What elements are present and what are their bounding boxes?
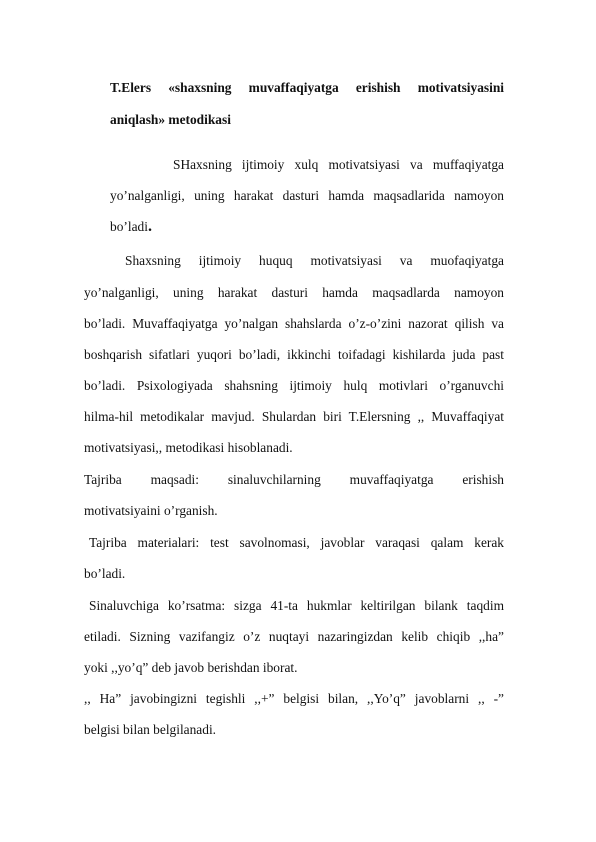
materials-line-2: bo’ladi. (84, 566, 126, 581)
aim-line-2: motivatsiyaini o’rganish. (84, 503, 218, 518)
intro-line-2: yo’nalganligi, uning harakat dasturi hamda maqsadlarida namoyon (110, 188, 504, 203)
paragraph1-line-6: hilma-hil metodikalar mavjud. Shulardan biri T.Elersning ,, Muvaffaqiyat (84, 409, 504, 424)
marking-line-2: belgisi bilan belgilanadi. (84, 722, 217, 737)
aim-line-1: Tajriba maqsadi: sinaluvchilarning muvaffaqiyatga erishish (84, 472, 504, 487)
intro-line-3 (110, 219, 152, 235)
instruction-line-2: etiladi. Sizning vazifangiz o’z nuqtayi nazaringizdan kelib chiqib ,,ha” (84, 629, 504, 644)
paragraph1-line-3: bo’ladi. Muvaffaqiyatga yo’nalgan shahslarda o’z-o’zini nazorat qilish va (84, 316, 504, 331)
intro-line-1: SHaxsning ijtimoiy xulq motivatsiyasi va muffaqiyatga (173, 157, 504, 172)
materials-line-1: Tajriba materialari: test savolnomasi, javoblar varaqasi qalam kerak (89, 535, 504, 550)
instruction-line-1: Sinaluvchiga ko’rsatma: sizga 41-ta hukmlar keltirilgan bilank taqdim (89, 598, 504, 613)
document-title-line-1: T.Elers «shaxsning muvaffaqiyatga erishish motivatsiyasini (110, 80, 504, 95)
paragraph1-line-1: Shaxsning ijtimoiy huquq motivatsiyasi va muofaqiyatga (125, 253, 504, 268)
paragraph1-line-5: bo’ladi. Psixologiyada shahsning ijtimoiy hulq motivlari o’rganuvchi (84, 378, 504, 393)
paragraph1-line-7: motivatsiyasi,, metodikasi hisoblanadi. (84, 440, 293, 455)
intro-end-dot: . (147, 218, 152, 235)
document-title-line-2: aniqlash» metodikasi (110, 112, 231, 127)
intro-line-3-text: bo’ladi (110, 219, 148, 234)
instruction-line-3: yoki ,,yo’q” deb javob berishdan iborat. (84, 660, 298, 675)
paragraph1-line-2: yo’nalganligi, uning harakat dasturi hamda maqsadlarda namoyon (84, 285, 504, 300)
paragraph1-line-4: boshqarish sifatlari yuqori bo’ladi, ikkinchi toifadagi kishilarda juda past (84, 347, 504, 362)
marking-line-1: ,, Ha” javobingizni tegishli ,,+” belgisi bilan, ,,Yo’q” javoblarni ,, -” (84, 691, 504, 706)
